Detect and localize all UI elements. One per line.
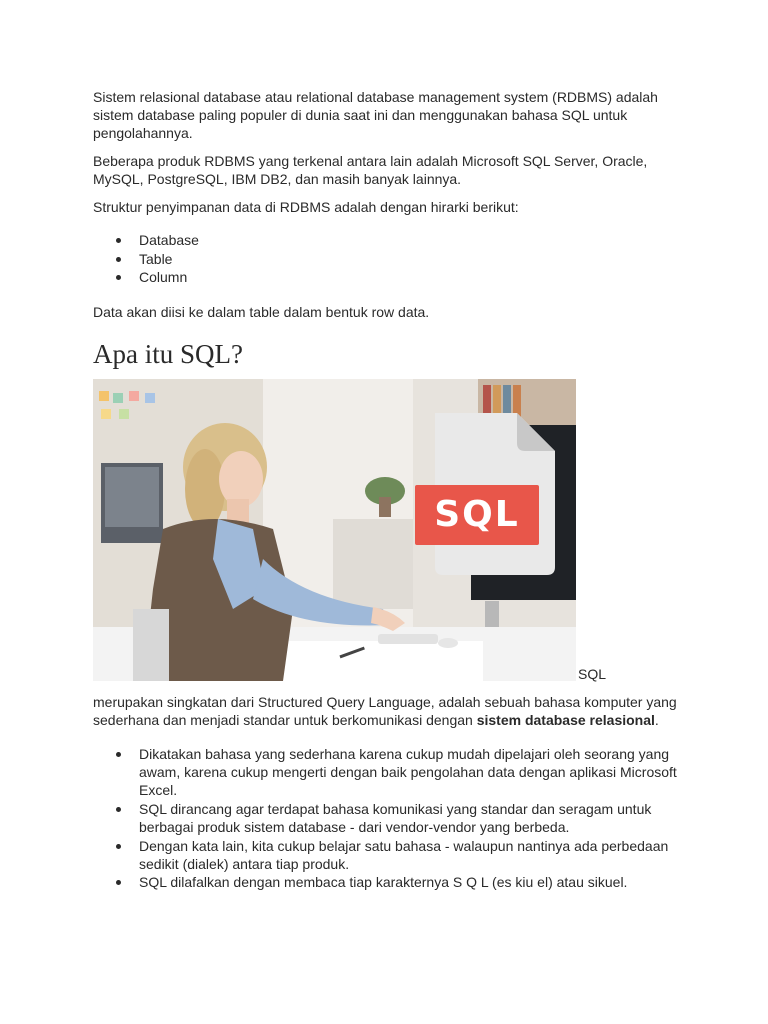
definition-end: .: [654, 711, 659, 728]
sql-definition-paragraph: [93, 693, 683, 729]
document-content: [93, 88, 683, 892]
figure-row: [93, 379, 683, 681]
list-item: Dengan kata lain, kita cukup belajar satu bahasa - walaupun nantinya ada perbedaan sedikit (dialek) antara tiap produk.: [93, 837, 683, 874]
sql-points-list: [93, 745, 683, 892]
list-item: Table: [93, 250, 683, 269]
intro-paragraph-products: Beberapa produk RDBMS yang terkenal antara lain adalah Microsoft SQL Server, Oracle, MySQL, PostgreSQL, IBM DB2, dan masih banyak lainnya.: [93, 153, 648, 187]
intro-paragraph-rows: Data akan diisi ke dalam table dalam bentuk row data.: [93, 303, 430, 320]
definition-text: merupakan singkatan dari Structured Query Language, adalah sebuah bahasa komputer yang sederhana dan menjadi standar untuk berkomunikasi dengan: [93, 693, 677, 728]
hierarchy-list: [93, 231, 683, 287]
list-item: Dikatakan bahasa yang sederhana karena cukup mudah dipelajari oleh seorang yang awam, karena cukup mengerti dengan baik pengolahan data dengan aplikasi Microsoft Excel.: [93, 745, 683, 800]
list-item: Column: [93, 268, 683, 287]
list-item: Database: [93, 231, 683, 250]
list-item: SQL dilafalkan dengan membaca tiap karakternya S Q L (es kiu el) atau sikuel.: [93, 873, 683, 891]
inline-sql-label: SQL: [578, 665, 607, 682]
section-heading: Apa itu SQL?: [93, 338, 243, 369]
intro-paragraph-rdbms: Sistem relasional database atau relational database management system (RDBMS) adalah sistem database paling populer di dunia saat ini dan menggunakan bahasa SQL untuk pengolahannya.: [93, 89, 658, 141]
sql-illustration-photo: [93, 379, 576, 681]
sql-badge-text: SQL: [434, 493, 520, 535]
definition-bold-term: sistem database relasional: [476, 711, 655, 728]
list-item: SQL dirancang agar terdapat bahasa komunikasi yang standar dan seragam untuk berbagai produk sistem database - dari vendor-vendor yang berbeda.: [93, 800, 683, 837]
intro-paragraph-structure: Struktur penyimpanan data di RDBMS adalah dengan hirarki berikut:: [93, 199, 519, 215]
